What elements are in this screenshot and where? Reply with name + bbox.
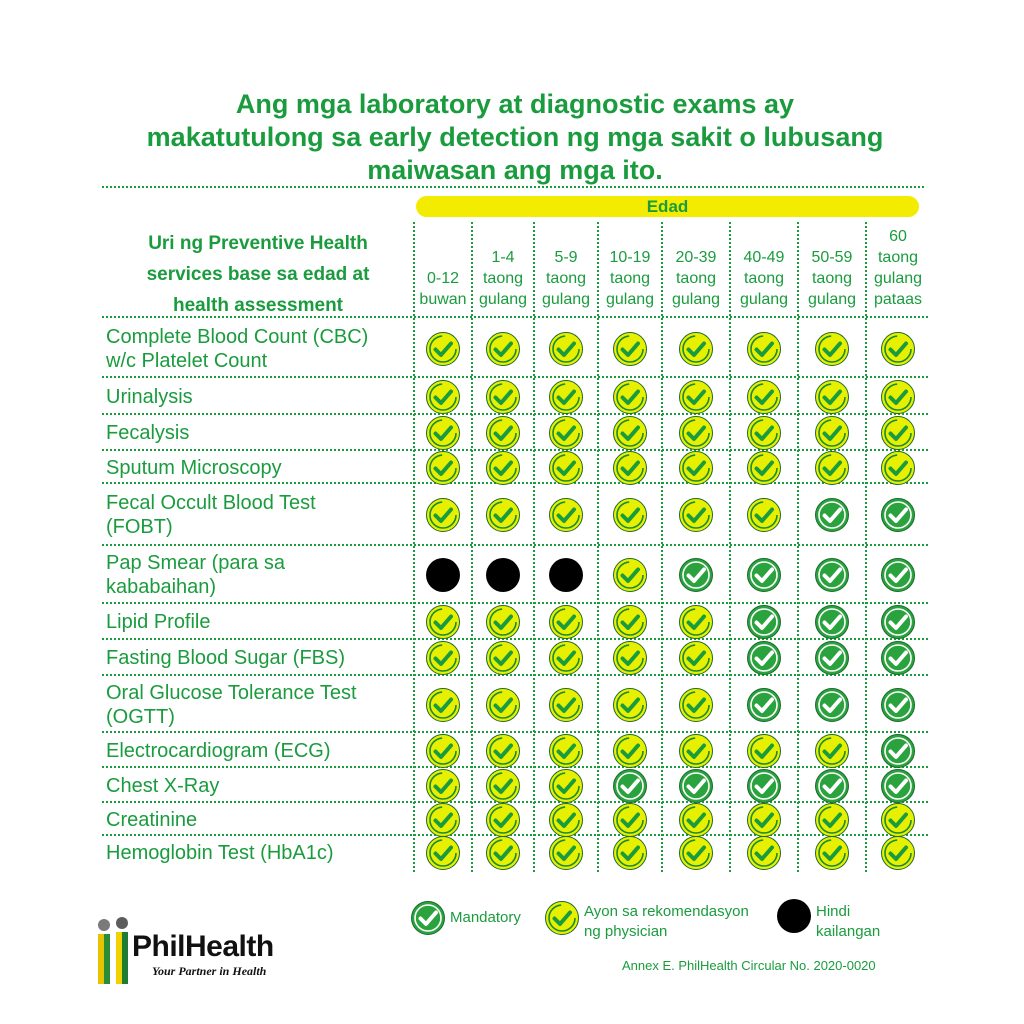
recommended-check-icon [425,640,461,676]
mandatory-check-icon [746,604,782,640]
recommended-check-icon [814,733,850,769]
recommended-legend-icon [544,900,580,936]
age-header-line: 10-19 [609,249,651,266]
service-label-line: w/c Platelet Count [106,350,268,372]
age-header-line: gulang [807,291,857,308]
column-divider [413,222,415,872]
recommended-check-icon [612,687,648,723]
age-column-header [472,224,534,310]
service-row-label [106,378,411,415]
service-label-line: Sputum Microscopy [106,456,282,479]
header-divider [102,316,928,318]
recommended-check-icon [678,835,714,871]
service-row-label [106,484,411,546]
edad-header: Edad [416,196,919,217]
age-header-line: gulang [873,270,923,287]
column-divider [533,222,535,872]
recommended-check-icon [678,450,714,486]
recommended-check-icon [678,640,714,676]
recommended-check-icon [678,331,714,367]
age-column-header [662,224,730,310]
services-title-line: Uri ng Preventive Health [148,233,368,254]
not-needed-dot-icon [425,557,461,593]
recommended-check-icon [880,331,916,367]
page-title [100,88,930,187]
age-header-line: taong [811,270,853,287]
age-header-line: gulang [671,291,721,308]
recommended-check-icon [548,379,584,415]
recommended-check-icon [612,604,648,640]
recommended-check-icon [880,450,916,486]
recommended-check-icon [612,557,648,593]
recommended-check-icon [612,450,648,486]
mandatory-check-icon [746,768,782,804]
service-row-label [106,604,411,640]
age-column-header [534,224,598,310]
mandatory-check-icon [880,640,916,676]
recommended-check-icon [814,802,850,838]
recommended-check-icon [548,604,584,640]
age-header-line: taong [675,270,717,287]
age-header-line: taong [545,270,587,287]
service-label-line: Pap Smear (para sa [106,552,285,574]
service-label-line: Lipid Profile [106,611,211,633]
service-label-line: kababaihan) [106,576,217,598]
service-row-label [106,803,411,836]
recommended-check-icon [678,802,714,838]
legend-mandatory-label: Mandatory [450,909,521,926]
service-label-line: Fasting Blood Sugar (FBS) [106,647,345,669]
recommended-check-icon [612,497,648,533]
service-row-label [106,320,411,378]
recommended-check-icon [485,450,521,486]
service-label-line: Fecal Occult Blood Test [106,492,316,514]
recommended-check-icon [880,415,916,451]
recommended-check-icon [548,835,584,871]
recommended-check-icon [485,604,521,640]
legend-recommended-line: Ayon sa rekomendasyon [584,903,749,920]
recommended-check-icon [548,450,584,486]
column-divider [661,222,663,872]
column-divider [597,222,599,872]
services-title-line: services base sa edad at [146,264,370,285]
recommended-check-icon [678,687,714,723]
recommended-check-icon [746,450,782,486]
legend-not-needed-line: kailangan [816,923,881,940]
mandatory-check-icon [678,557,714,593]
recommended-check-icon [548,640,584,676]
recommended-check-icon [485,733,521,769]
age-header-line: pataas [873,291,923,308]
recommended-check-icon [880,802,916,838]
service-row-label [106,768,411,803]
mandatory-check-icon [880,768,916,804]
recommended-check-icon [612,331,648,367]
recommended-check-icon [485,768,521,804]
mandatory-check-icon [814,557,850,593]
service-row-label [106,640,411,676]
recommended-check-icon [746,331,782,367]
service-label-line: Creatinine [106,808,198,831]
recommended-check-icon [485,331,521,367]
service-label-line: Chest X-Ray [106,774,220,797]
mandatory-check-icon [880,497,916,533]
recommended-check-icon [814,331,850,367]
recommended-check-icon [814,379,850,415]
recommended-check-icon [485,802,521,838]
mandatory-check-icon [814,604,850,640]
recommended-check-icon [678,604,714,640]
recommended-check-icon [485,687,521,723]
age-header-line: taong [482,270,524,287]
age-header-line: gulang [478,291,528,308]
recommended-check-icon [425,768,461,804]
recommended-check-icon [425,802,461,838]
not-needed-legend-icon [776,898,812,934]
recommended-check-icon [425,497,461,533]
column-divider [729,222,731,872]
recommended-check-icon [612,802,648,838]
mandatory-check-icon [880,557,916,593]
legend-recommended-line: ng physician [584,923,668,940]
recommended-check-icon [485,835,521,871]
age-column-header [866,224,930,310]
recommended-check-icon [612,415,648,451]
service-label-line: Urinalysis [106,385,193,408]
age-header-line: taong [609,270,651,287]
service-label-line: Fecalysis [106,422,190,444]
recommended-check-icon [814,450,850,486]
recommended-check-icon [485,379,521,415]
recommended-check-icon [548,733,584,769]
mandatory-check-icon [880,604,916,640]
recommended-check-icon [425,604,461,640]
service-row-label [106,451,411,484]
column-divider [471,222,473,872]
recommended-check-icon [425,331,461,367]
service-row-label [106,546,411,604]
age-column-header [598,224,662,310]
recommended-check-icon [880,379,916,415]
recommended-check-icon [612,379,648,415]
mandatory-check-icon [814,640,850,676]
recommended-check-icon [612,733,648,769]
philhealth-tagline: Your Partner in Health [152,964,267,978]
age-column-header [414,224,472,310]
recommended-check-icon [814,415,850,451]
annex-note: Annex E. PhilHealth Circular No. 2020-0020 [622,958,876,973]
services-title-line: health assessment [172,295,344,316]
recommended-check-icon [548,802,584,838]
mandatory-check-icon [746,640,782,676]
recommended-check-icon [485,415,521,451]
age-header-line: taong [743,270,785,287]
recommended-check-icon [678,379,714,415]
not-needed-dot-icon [485,557,521,593]
age-header-line: 40-49 [743,249,785,266]
mandatory-check-icon [612,768,648,804]
recommended-check-icon [612,640,648,676]
top-divider [102,186,924,188]
title-line: makatutulong sa early detection ng mga sakit o lubusang [146,122,884,152]
recommended-check-icon [548,497,584,533]
service-row-label [106,676,411,733]
mandatory-check-icon [880,733,916,769]
mandatory-check-icon [880,687,916,723]
mandatory-check-icon [678,768,714,804]
age-column-header [798,224,866,310]
service-row-label [106,836,411,870]
age-header-line: 1-4 [491,249,515,266]
legend-recommended-label [584,902,749,942]
age-header-line: 20-39 [675,249,717,266]
mandatory-check-icon [814,497,850,533]
service-label-line: Electrocardiogram (ECG) [106,739,331,762]
recommended-check-icon [814,835,850,871]
age-header-line: 60 [889,228,907,245]
title-line: maiwasan ang mga ito. [367,155,663,185]
service-label-line: Oral Glucose Tolerance Test [106,681,357,704]
recommended-check-icon [746,733,782,769]
recommended-check-icon [678,733,714,769]
age-header-line: buwan [419,291,467,308]
mandatory-check-icon [814,687,850,723]
recommended-check-icon [548,687,584,723]
recommended-check-icon [425,450,461,486]
legend-not-needed-line: Hindi [816,903,851,920]
service-label-line: (OGTT) [106,705,175,728]
recommended-check-icon [548,768,584,804]
column-divider [797,222,799,872]
legend-not-needed-label [816,902,880,942]
mandatory-check-icon [746,557,782,593]
recommended-check-icon [678,497,714,533]
age-header-line: gulang [605,291,655,308]
age-column-header [730,224,798,310]
age-header-line: 5-9 [554,249,578,266]
age-header-line: gulang [541,291,591,308]
service-label-line: Hemoglobin Test (HbA1c) [106,842,334,864]
mandatory-legend-icon [410,900,446,936]
recommended-check-icon [880,835,916,871]
recommended-check-icon [548,415,584,451]
recommended-check-icon [746,379,782,415]
service-label-line: Complete Blood Count (CBC) [106,326,369,348]
recommended-check-icon [548,331,584,367]
recommended-check-icon [746,415,782,451]
philhealth-logo-text: PhilHealth [132,930,274,963]
recommended-check-icon [485,640,521,676]
recommended-check-icon [425,379,461,415]
age-header-line: 50-59 [811,249,853,266]
recommended-check-icon [612,835,648,871]
services-column-title [108,228,408,321]
title-line: Ang mga laboratory at diagnostic exams ay [235,89,795,119]
service-row-label [106,733,411,768]
age-header-line: taong [877,249,919,266]
recommended-check-icon [678,415,714,451]
mandatory-check-icon [746,687,782,723]
recommended-check-icon [425,687,461,723]
mandatory-check-icon [814,768,850,804]
not-needed-dot-icon [548,557,584,593]
recommended-check-icon [425,733,461,769]
philhealth-logo-icon [94,916,134,988]
age-header-line: 0-12 [426,270,460,287]
recommended-check-icon [746,835,782,871]
recommended-check-icon [746,497,782,533]
service-label-line: (FOBT) [106,516,173,538]
service-row-label [106,415,411,451]
recommended-check-icon [746,802,782,838]
column-divider [865,222,867,872]
age-header-line: gulang [739,291,789,308]
recommended-check-icon [425,415,461,451]
recommended-check-icon [425,835,461,871]
recommended-check-icon [485,497,521,533]
